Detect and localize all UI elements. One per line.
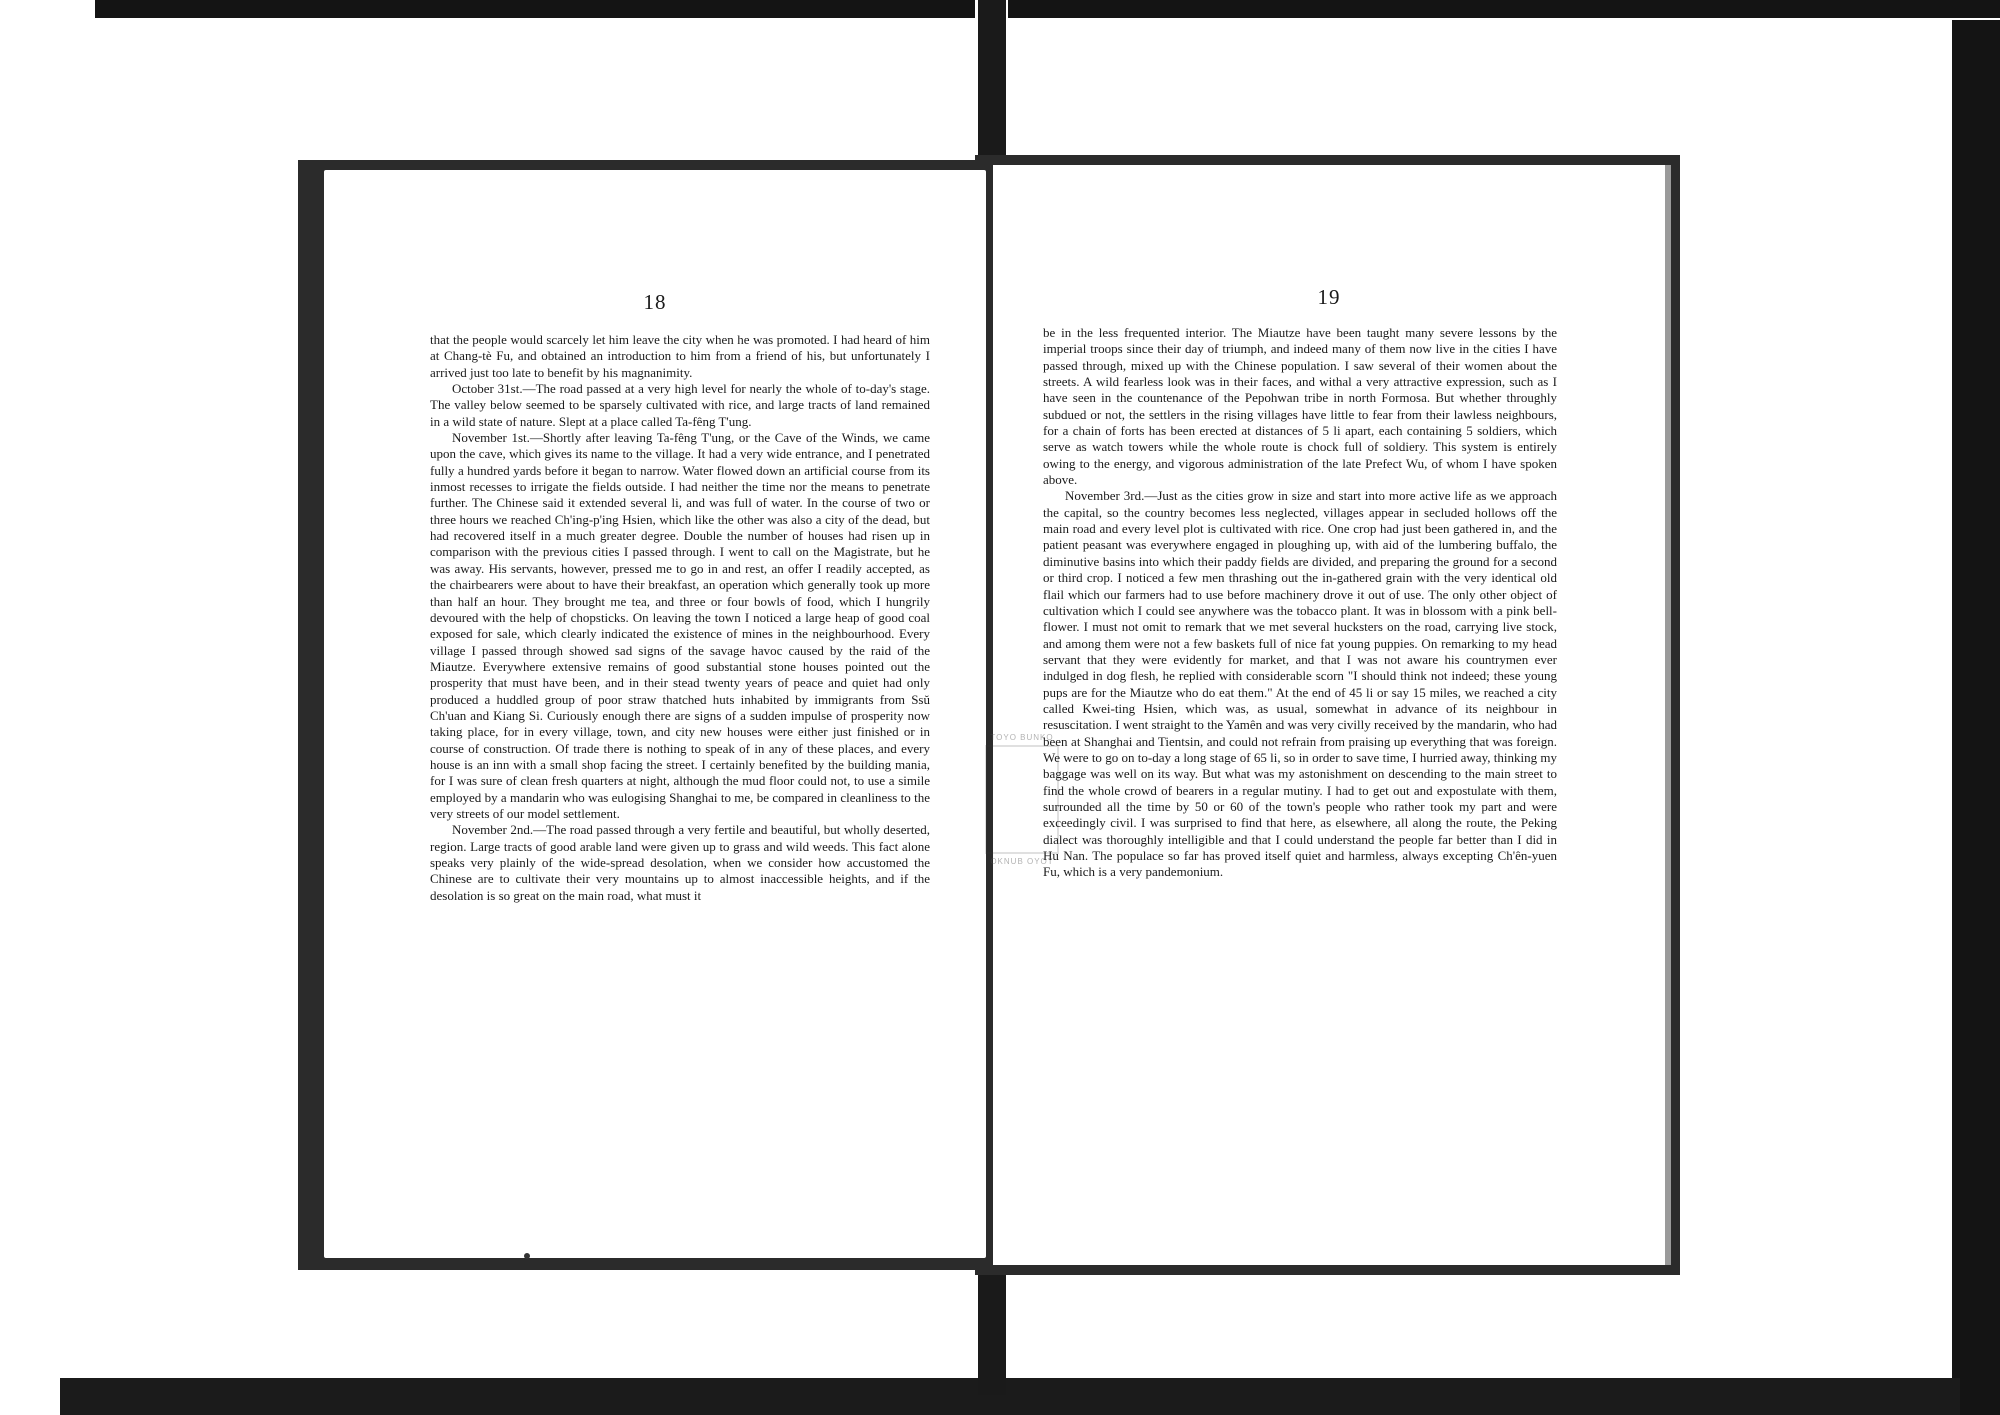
scan-border-top-right: [1008, 0, 2000, 18]
paragraph: that the people would scarcely let him leave the city when he was promoted. I had heard of him at Chang-tè Fu, and obtained an introduction to him from a friend of his, but unfortunately I arrived just too late to benefit by his magnanimity.: [430, 332, 930, 380]
left-page: [324, 170, 986, 1258]
stamp-top-text: TOYO BUNKO: [990, 733, 1054, 742]
right-page: [993, 165, 1671, 1265]
stamp-bottom-text: OKNUB OYOT: [990, 857, 1054, 866]
paragraph: be in the less frequented interior. The Miautze have been taught many severe lessons by the imperial troops since their day of triumph, and indeed many of them now live in the cities I have passed through, mixed up with the Chinese population. I saw several of their women about the streets. A wild fearless look was in their faces, and withal a very attractive expression, such as I have seen in the countenance of the Pepohwan tribe in north Formosa. But whether throughly subdued or not, the settlers in the rising villages have little to fear from their lawless neighbours, for a chain of forts has been erected at distances of 5 li apart, each containing 5 soldiers, which serve as watch towers while the whole route is chock full of soldiery. This system is entirely owing to the energy, and vigorous administration of the late Prefect Wu, of whom I have spoken above.: [1043, 325, 1557, 488]
scan-border-bottom: [60, 1378, 1960, 1415]
paragraph: October 31st.—The road passed at a very high level for nearly the whole of to-day's stage. The valley below seemed to be sparsely cultivated with rice, and large tracts of land remained in a wild state of nature. Slept at a place called Ta-fêng T'ung.: [430, 381, 930, 429]
scan-border-right: [1952, 20, 2000, 1415]
page-number-right: 19: [1317, 285, 1341, 309]
ink-speck: [524, 1253, 530, 1259]
scan-border-top-left: [95, 0, 975, 18]
right-page-text: [1043, 325, 1557, 881]
page-number-left: 18: [643, 290, 667, 314]
paragraph: November 3rd.—Just as the cities grow in size and start into more active life as we approach the capital, so the country becomes less neglected, villages appear in secluded hollows off the main road and every level plot is cultivated with rice. One crop had just been gathered in, and the patient peasant was everywhere engaged in ploughing up, with aid of the lumbering buffalo, the diminutive basins into which their paddy fields are divided, and preparing the ground for a second or third crop. I noticed a few men thrashing out the in-gathered grain with the very identical old flail which our farmers had to use before machinery drove it out of use. The only other object of cultivation which I could see anywhere was the tobacco plant. It was in blossom with a pink bell-flower. I must not omit to remark that we met several hucksters on the road, carrying live stock, and among them were not a few baskets full of nice fat young puppies. On remarking to my head servant that they were evidently for market, and that I was not aware his countrymen ever indulged in dog flesh, he replied with considerable scorn "I should think not indeed; these young pups are for the Miautze who do eat them." At the end of 45 li or say 15 miles, we reached a city called Kwei-ting Hsien, which was, as usual, somewhat in advance of its neighbour in resuscitation. I went straight to the Yamên and was very civilly received by the mandarin, who had been at Shanghai and Tientsin, and could not refrain from praising up everything that was foreign. We were to go on to-day a long stage of 65 li, so in order to save time, I hurried away, thinking my baggage was well on its way. But what was my astonishment on descending to the main street to find the whole crowd of bearers in a regular mutiny. I had to get out and expostulate with them, surrounded all the time by 50 or 60 of the town's people who rather took my part and were exceedingly civil. I was surprised to find that here, as elsewhere, all along the route, the Peking dialect was thoroughly intelligible and that I could understand the people far better than I did in Hu Nan. The populace so far has proved itself quiet and harmless, always excepting Ch'ên-yuen Fu, which is a very pandemonium.: [1043, 488, 1557, 880]
paragraph: November 1st.—Shortly after leaving Ta-fêng T'ung, or the Cave of the Winds, we came upon the cave, which gives its name to the village. It had a very wide entrance, and I penetrated fully a hundred yards before it began to narrow. Water flowed down an artificial course from its inmost recesses to irrigate the fields outside. I had neither the time nor the means to penetrate further. The Chinese said it extended several li, and was full of water. In the course of two or three hours we reached Ch'ing-p'ing Hsien, which like the other was also a city of the dead, but had recovered itself in a much greater degree. Double the number of houses had risen up in comparison with the previous cities I passed through. I went to call on the Magistrate, but he was away. His servants, however, pressed me to go in and rest, an offer I readily accepted, as the chairbearers were about to have their breakfast, an operation which generally took up more than half an hour. They brought me tea, and three or four bowls of food, which I hungrily devoured with the help of chopsticks. On leaving the town I noticed a large heap of good coal exposed for sale, which clearly indicated the existence of mines in the neighbourhood. Every village I passed through showed sad signs of the savage havoc caused by the raid of the Miautze. Everywhere extensive remains of good substantial stone houses pointed out the prosperity that must have been, and in their stead twenty years of peace and quiet had only produced a huddled group of poor straw thatched huts inhabited by immigrants from Ssŭ Ch'uan and Kiang Si. Curiously enough there are signs of a sudden impulse of prosperity now taking place, for in every village, town, and city new houses were either just finished or in course of construction. Of trade there is nothing to speak of in any of these places, and every house is an inn with a small shop facing the street. I certainly benefited by the building mania, for I was sure of clean fresh quarters at night, although the mud floor could not, to use a simile employed by a mandarin who was eulogising Shanghai to me, be compared in cleanliness to the very streets of our model settlement.: [430, 430, 930, 821]
left-page-text: [430, 332, 930, 904]
library-stamp: [985, 733, 1059, 866]
paragraph: November 2nd.—The road passed through a very fertile and beautiful, but wholly deserted, region. Large tracts of good arable land were given up to grass and wild weeds. This fact alone speaks very plainly of the wide-spread desolation, when we consider how accustomed the Chinese are to cultivate their very mountains up to almost inaccessible heights, and if the desolation is so great on the main road, what must it: [430, 822, 930, 903]
